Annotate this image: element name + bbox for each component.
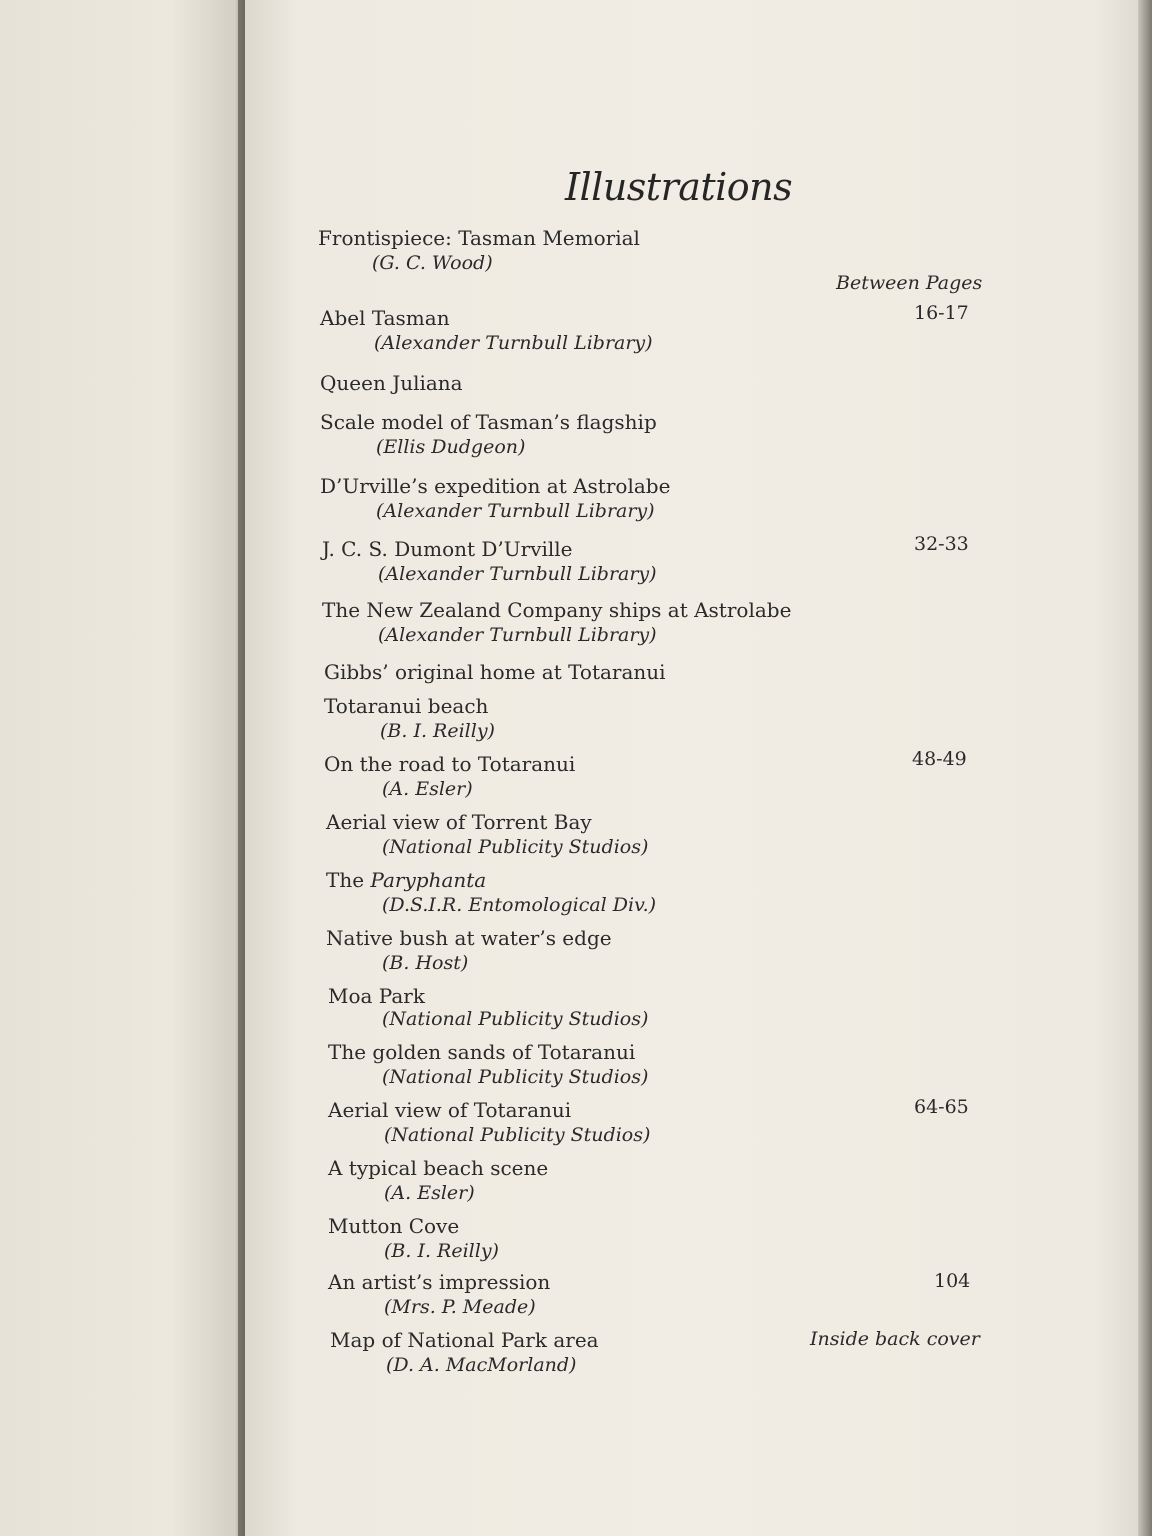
entry-title: The golden sands of Totaranui <box>328 1040 636 1064</box>
entry-title: Gibbs’ original home at Totaranui <box>324 660 666 684</box>
entry-pages: 32-33 <box>914 533 969 555</box>
entry-title: Aerial view of Totaranui <box>328 1098 572 1122</box>
entry-title: Queen Juliana <box>320 371 463 395</box>
left-page <box>0 0 245 1536</box>
entry-title: An artist’s impression <box>328 1270 551 1294</box>
entry-title: Scale model of Tasman’s flagship <box>320 410 657 434</box>
map-location: Inside back cover <box>810 1328 980 1350</box>
entry-credit: (National Publicity Studios) <box>384 1124 651 1146</box>
entry-credit: (Alexander Turnbull Library) <box>378 624 657 646</box>
entry-credit: (Alexander Turnbull Library) <box>378 563 657 585</box>
entry-title: Aerial view of Torrent Bay <box>326 810 592 834</box>
entry-credit: (D.S.I.R. Entomological Div.) <box>382 894 657 916</box>
entry-title: On the road to Totaranui <box>324 752 576 776</box>
entry-pages: 64-65 <box>914 1096 969 1118</box>
entry-pages: 48-49 <box>912 748 967 770</box>
entry-credit: (B. Host) <box>382 952 469 974</box>
entry-title: The New Zealand Company ships at Astrolabe <box>322 598 792 622</box>
entry-credit: (A. Esler) <box>382 778 473 800</box>
entry-credit: (Alexander Turnbull Library) <box>376 500 655 522</box>
entry-credit: (B. I. Reilly) <box>380 720 495 742</box>
entry-credit: (National Publicity Studios) <box>382 1066 649 1088</box>
entry-credit: (National Publicity Studios) <box>382 836 649 858</box>
frontispiece-credit: (G. C. Wood) <box>372 252 493 274</box>
entry-title: Totaranui beach <box>324 694 489 718</box>
entry-title <box>326 868 486 892</box>
entry-credit: (B. I. Reilly) <box>384 1240 499 1262</box>
entry-credit: (Mrs. P. Meade) <box>384 1296 536 1318</box>
entry-credit: (Ellis Dudgeon) <box>376 436 526 458</box>
page-edge <box>1138 0 1152 1536</box>
entry-title: D’Urville’s expedition at Astrolabe <box>320 474 671 498</box>
frontispiece-title: Frontispiece: Tasman Memorial <box>318 226 640 250</box>
entry-title: Native bush at water’s edge <box>326 926 612 950</box>
page-title: Illustrations <box>565 165 793 209</box>
entry-pages: 16-17 <box>914 302 969 324</box>
entry-title-prefix: The <box>326 868 371 892</box>
entry-title: Map of National Park area <box>330 1328 599 1352</box>
entry-credit: (National Publicity Studios) <box>382 1008 649 1030</box>
entry-pages: 104 <box>934 1270 971 1292</box>
entry-title: Mutton Cove <box>328 1214 460 1238</box>
entry-title: Moa Park <box>328 984 425 1008</box>
entry-credit: (D. A. MacMorland) <box>386 1354 577 1376</box>
entry-title-italic: Paryphanta <box>370 868 487 892</box>
entry-title: J. C. S. Dumont D’Urville <box>322 537 573 561</box>
entry-credit: (A. Esler) <box>384 1182 475 1204</box>
entry-title: A typical beach scene <box>328 1156 549 1180</box>
entry-title: Abel Tasman <box>320 306 450 330</box>
column-header: Between Pages <box>836 272 983 294</box>
entry-credit: (Alexander Turnbull Library) <box>374 332 653 354</box>
